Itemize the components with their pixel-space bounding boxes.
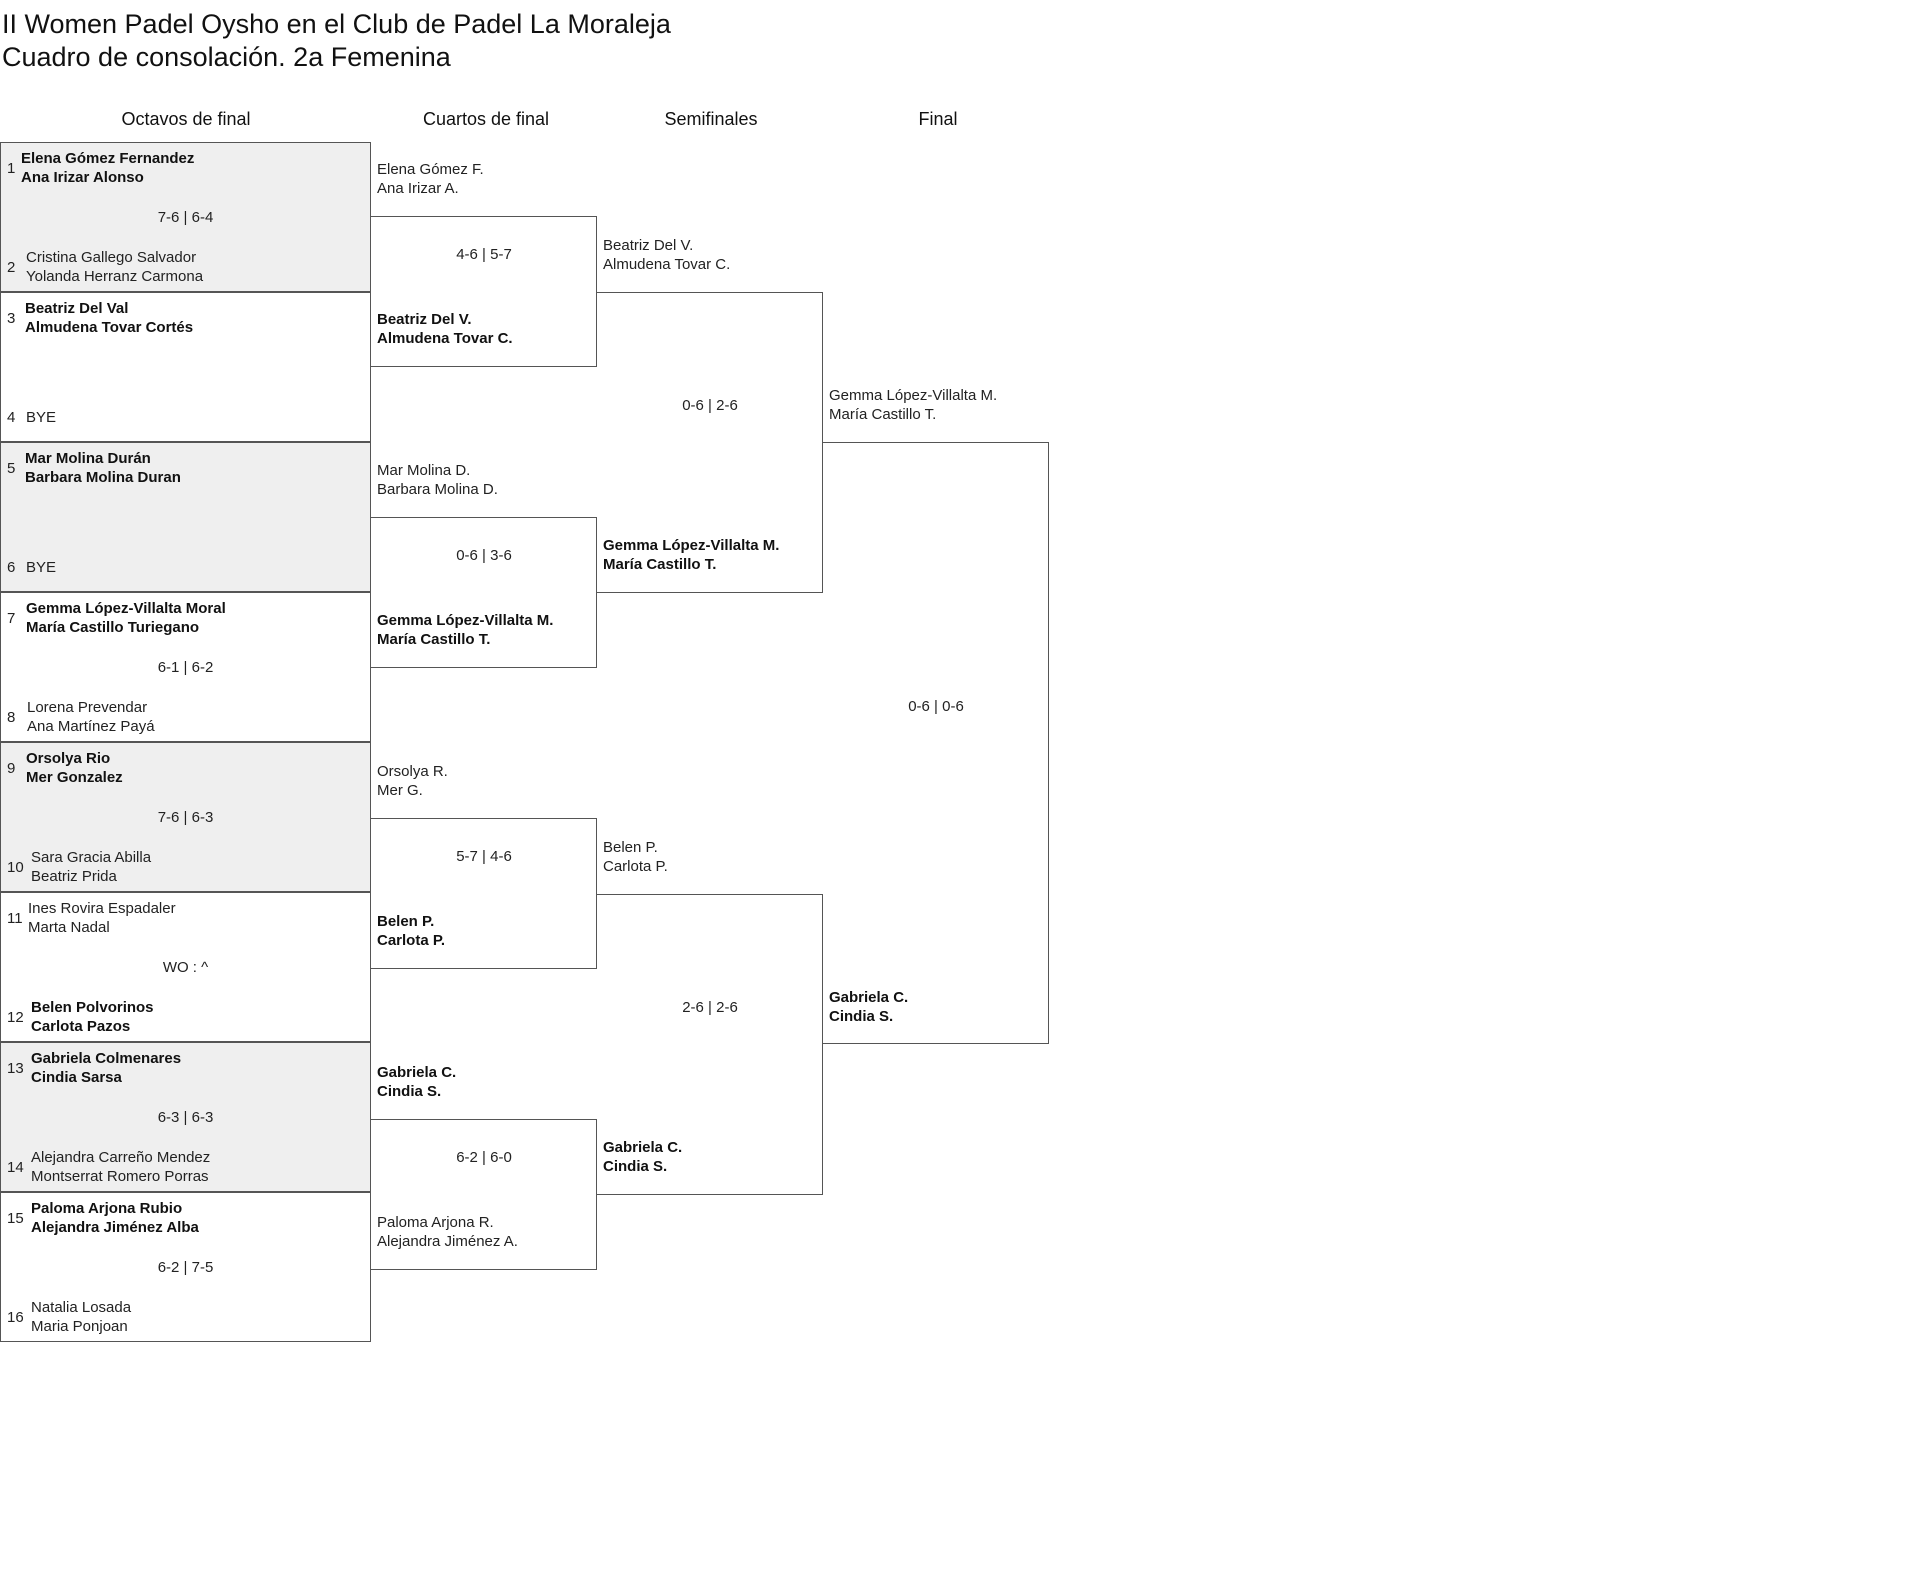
team-b-player-2: Beatriz Prida xyxy=(31,868,117,885)
seed-number: 16 xyxy=(7,1309,24,1326)
team-a-player-2: María Castillo Turiegano xyxy=(26,619,200,636)
qf2-team-a-player-1: Mar Molina D. xyxy=(377,462,471,479)
draw-subtitle: Cuadro de consolación. 2a Femenina xyxy=(2,42,451,72)
sf2-score: 2-6 | 2-6 xyxy=(682,999,738,1016)
sf1-team-a-player-2: Almudena Tovar C. xyxy=(603,256,731,273)
final-bracket xyxy=(823,442,1049,1044)
team-a-player-1: Gemma López-Villalta Moral xyxy=(26,600,226,617)
qf2-team-a-player-2: Barbara Molina D. xyxy=(377,481,498,498)
qf2-team-b-player-2: María Castillo T. xyxy=(377,631,491,648)
team-a-player-1: Orsolya Rio xyxy=(26,750,111,767)
round-header-cuartos: Cuartos de final xyxy=(422,109,550,129)
r16-match-8 xyxy=(0,1192,371,1342)
match-score: 7-6 | 6-4 xyxy=(157,209,214,226)
team-b-player-1: Sara Gracia Abilla xyxy=(31,849,152,866)
qf1-team-a-player-2: Ana Irizar A. xyxy=(377,180,459,197)
seed-number: 10 xyxy=(7,859,24,876)
sf2-team-a-player-2: Carlota P. xyxy=(603,858,668,875)
qf4-team-a-player-1: Gabriela C. xyxy=(377,1064,457,1081)
team-a-player-1: Mar Molina Durán xyxy=(25,450,151,467)
seed-number: 12 xyxy=(7,1009,24,1026)
team-a-player-2: Marta Nadal xyxy=(28,919,110,936)
qf1-score: 4-6 | 5-7 xyxy=(456,246,512,263)
sf1-team-b-player-2: María Castillo T. xyxy=(603,556,717,573)
seed-number: 6 xyxy=(7,559,16,576)
qf3-team-a-player-2: Mer G. xyxy=(377,782,423,799)
team-b-bye: BYE xyxy=(26,559,57,576)
team-b-player-2: Montserrat Romero Porras xyxy=(31,1168,209,1185)
seed-number: 4 xyxy=(7,409,16,426)
seed-number: 9 xyxy=(7,760,16,777)
final-team-b-player-1: Gabriela C. xyxy=(829,989,909,1006)
team-b-player-1: Cristina Gallego Salvador xyxy=(26,249,197,266)
r16-match-2 xyxy=(0,292,371,442)
team-a-player-1: Gabriela Colmenares xyxy=(31,1050,182,1067)
seed-number: 15 xyxy=(7,1210,24,1227)
qf4-team-b-player-1: Paloma Arjona R. xyxy=(377,1214,494,1231)
seed-number: 8 xyxy=(7,709,16,726)
team-a-player-2: Barbara Molina Duran xyxy=(25,469,181,486)
match-score: 6-2 | 7-5 xyxy=(157,1259,214,1276)
team-b-bye: BYE xyxy=(26,409,57,426)
qf4-team-a-player-2: Cindia S. xyxy=(377,1083,442,1100)
seed-number: 3 xyxy=(7,310,16,327)
seed-number: 11 xyxy=(7,910,23,927)
r16-match-6 xyxy=(0,892,371,1042)
team-a-player-2: Mer Gonzalez xyxy=(26,769,123,786)
r16-match-7 xyxy=(0,1042,371,1192)
team-a-player-2: Ana Irizar Alonso xyxy=(21,169,144,186)
match-score: 6-3 | 6-3 xyxy=(157,1109,214,1126)
match-score: 7-6 | 6-3 xyxy=(157,809,214,826)
seed-number: 13 xyxy=(7,1060,24,1077)
team-a-player-1: Elena Gómez Fernandez xyxy=(21,150,195,167)
team-a-player-2: Alejandra Jiménez Alba xyxy=(31,1219,199,1236)
qf3-team-b-player-1: Belen P. xyxy=(377,913,435,930)
seed-number: 2 xyxy=(7,259,16,276)
final-team-b-player-2: Cindia S. xyxy=(829,1008,894,1025)
sf2-team-b-player-2: Cindia S. xyxy=(603,1158,668,1175)
team-b-player-1: Belen Polvorinos xyxy=(31,999,154,1016)
sf2-team-a-player-1: Belen P. xyxy=(603,839,658,856)
team-b-player-2: Carlota Pazos xyxy=(31,1018,131,1035)
sf1-score: 0-6 | 2-6 xyxy=(682,397,738,414)
team-a-player-2: Cindia Sarsa xyxy=(31,1069,122,1086)
r16-match-1 xyxy=(0,142,371,292)
final-score: 0-6 | 0-6 xyxy=(908,698,964,715)
team-a-player-2: Almudena Tovar Cortés xyxy=(25,319,194,336)
sf2-team-b-player-1: Gabriela C. xyxy=(603,1139,683,1156)
qf4-score: 6-2 | 6-0 xyxy=(456,1149,512,1166)
team-b-player-2: Maria Ponjoan xyxy=(31,1318,128,1335)
seed-number: 7 xyxy=(7,610,16,627)
team-a-player-1: Ines Rovira Espadaler xyxy=(28,900,176,917)
round-header-semifinales: Semifinales xyxy=(664,109,758,129)
team-b-player-1: Natalia Losada xyxy=(31,1299,132,1316)
match-score: 6-1 | 6-2 xyxy=(157,659,214,676)
tournament-title: II Women Padel Oysho en el Club de Padel La Moraleja xyxy=(2,9,671,39)
final-team-a-player-1: Gemma López-Villalta M. xyxy=(829,387,998,404)
r16-match-4 xyxy=(0,592,371,742)
round-header-octavos: Octavos de final xyxy=(121,109,251,129)
round-header-final: Final xyxy=(918,109,958,129)
r16-match-5 xyxy=(0,742,371,892)
team-a-player-1: Paloma Arjona Rubio xyxy=(31,1200,183,1217)
seed-number: 5 xyxy=(7,460,16,477)
final-team-a-player-2: María Castillo T. xyxy=(829,406,937,423)
qf1-team-b-player-2: Almudena Tovar C. xyxy=(377,330,513,347)
r16-match-3 xyxy=(0,442,371,592)
team-b-player-2: Ana Martínez Payá xyxy=(27,718,155,735)
team-b-player-1: Lorena Prevendar xyxy=(27,699,148,716)
qf3-score: 5-7 | 4-6 xyxy=(456,848,512,865)
sf1-team-b-player-1: Gemma López-Villalta M. xyxy=(603,537,780,554)
qf4-team-b-player-2: Alejandra Jiménez A. xyxy=(377,1233,518,1250)
qf2-score: 0-6 | 3-6 xyxy=(456,547,512,564)
seed-number: 14 xyxy=(7,1159,24,1176)
qf2-team-b-player-1: Gemma López-Villalta M. xyxy=(377,612,554,629)
team-b-player-1: Alejandra Carreño Mendez xyxy=(31,1149,211,1166)
qf1-team-a-player-1: Elena Gómez F. xyxy=(377,161,484,178)
seed-number: 1 xyxy=(7,160,16,177)
team-a-player-1: Beatriz Del Val xyxy=(25,300,129,317)
qf3-team-a-player-1: Orsolya R. xyxy=(377,763,448,780)
match-score: WO : ^ xyxy=(162,959,209,976)
sf1-team-a-player-1: Beatriz Del V. xyxy=(603,237,694,254)
qf3-team-b-player-2: Carlota P. xyxy=(377,932,446,949)
qf1-team-b-player-1: Beatriz Del V. xyxy=(377,311,472,328)
team-b-player-2: Yolanda Herranz Carmona xyxy=(26,268,204,285)
